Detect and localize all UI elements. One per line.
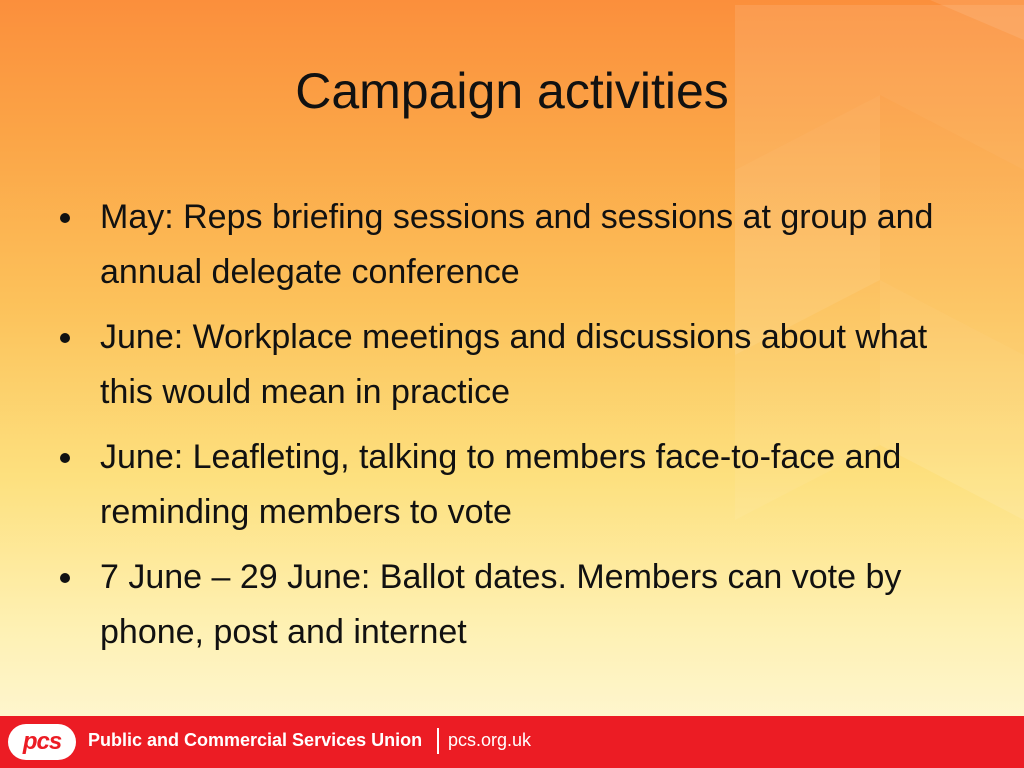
logo-text: pcs xyxy=(22,728,62,755)
bullet-dot-icon xyxy=(60,333,70,343)
bullet-text: 7 June – 29 June: Ballot dates. Members can vote by phone, post and internet xyxy=(100,558,902,651)
bullet-text: May: Reps briefing sessions and sessions at group and annual delegate conference xyxy=(100,198,934,291)
bullet-text: June: Leafleting, talking to members face-to-face and reminding members to vote xyxy=(100,438,902,531)
slide-title: Campaign activities xyxy=(295,63,729,119)
bullet-dot-icon xyxy=(60,573,70,583)
footer-bar xyxy=(0,716,1024,768)
bullet-item xyxy=(56,550,936,660)
bullet-item xyxy=(56,190,936,300)
website-text: pcs.org.uk xyxy=(448,730,532,750)
footer-divider xyxy=(437,728,439,754)
bullet-item xyxy=(56,310,936,420)
bullet-dot-icon xyxy=(60,453,70,463)
bullet-text: June: Workplace meetings and discussions about what this would mean in practice xyxy=(100,318,928,411)
bullet-dot-icon xyxy=(60,213,70,223)
pcs-logo xyxy=(8,724,76,760)
bullet-item xyxy=(56,430,936,540)
union-name: Public and Commercial Services Union xyxy=(88,730,423,750)
bullet-list xyxy=(56,190,936,670)
